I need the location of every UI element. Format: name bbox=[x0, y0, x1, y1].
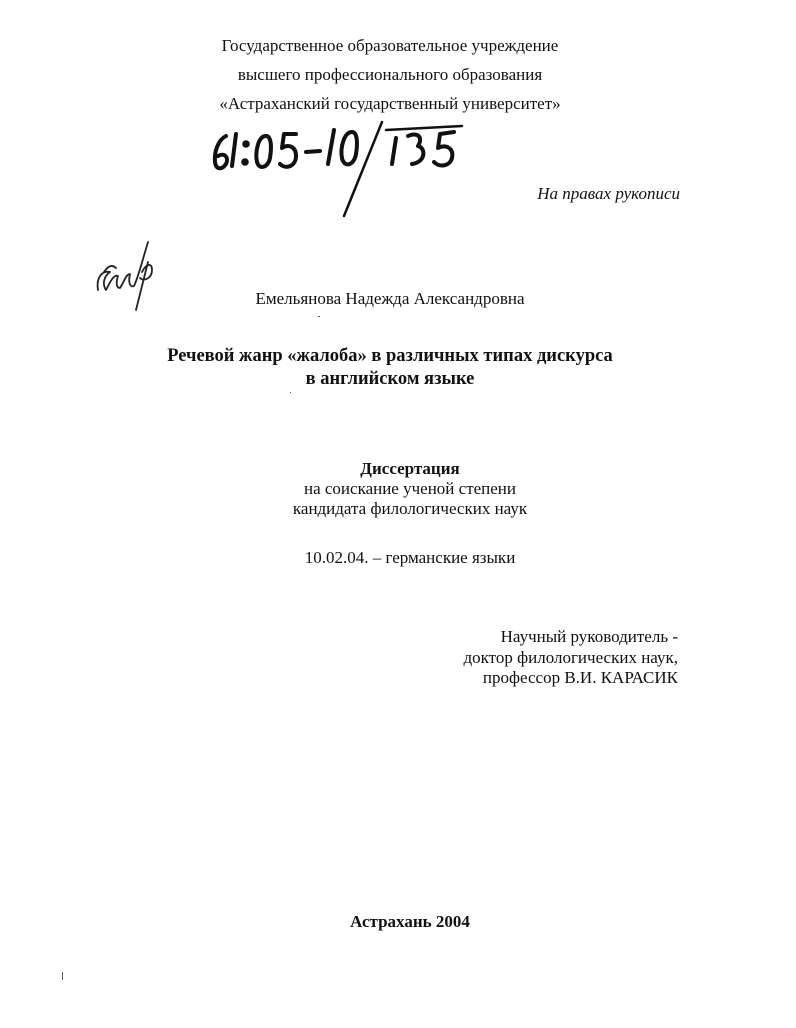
supervisor-line-1: Научный руководитель - bbox=[500, 627, 678, 646]
dissertation-label: Диссертация bbox=[360, 459, 460, 478]
supervisor-line-2: доктор филологических наук, bbox=[463, 648, 678, 667]
institution-line-3: «Астраханский государственный университет» bbox=[219, 94, 561, 113]
handwritten-code-stamp bbox=[200, 118, 480, 223]
scan-speck bbox=[290, 392, 291, 393]
institution-line-1: Государственное образовательное учреждение bbox=[221, 36, 559, 55]
supervisor-line-3: профессор В.И. КАРАСИК bbox=[482, 668, 678, 687]
institution-line-2: высшего профессионального образования bbox=[237, 65, 543, 84]
degree-line-2: кандидата филологических наук bbox=[292, 499, 528, 518]
dissertation-title-line-2: в английском языке bbox=[305, 369, 475, 389]
rights-note: На правах рукописи bbox=[537, 184, 680, 203]
degree-line-1: на соискание ученой степени bbox=[303, 479, 517, 498]
city-year: Астрахань 2004 bbox=[350, 912, 470, 931]
specialty-code: 10.02.04. – германские языки bbox=[304, 548, 516, 567]
signature-mark bbox=[90, 232, 170, 312]
scan-speck bbox=[318, 316, 320, 317]
author-name: Емельянова Надежда Александровна bbox=[255, 289, 525, 308]
dissertation-title-line-1: Речевой жанр «жалоба» в различных типах дискурса bbox=[167, 346, 613, 366]
scan-speck bbox=[62, 972, 63, 980]
